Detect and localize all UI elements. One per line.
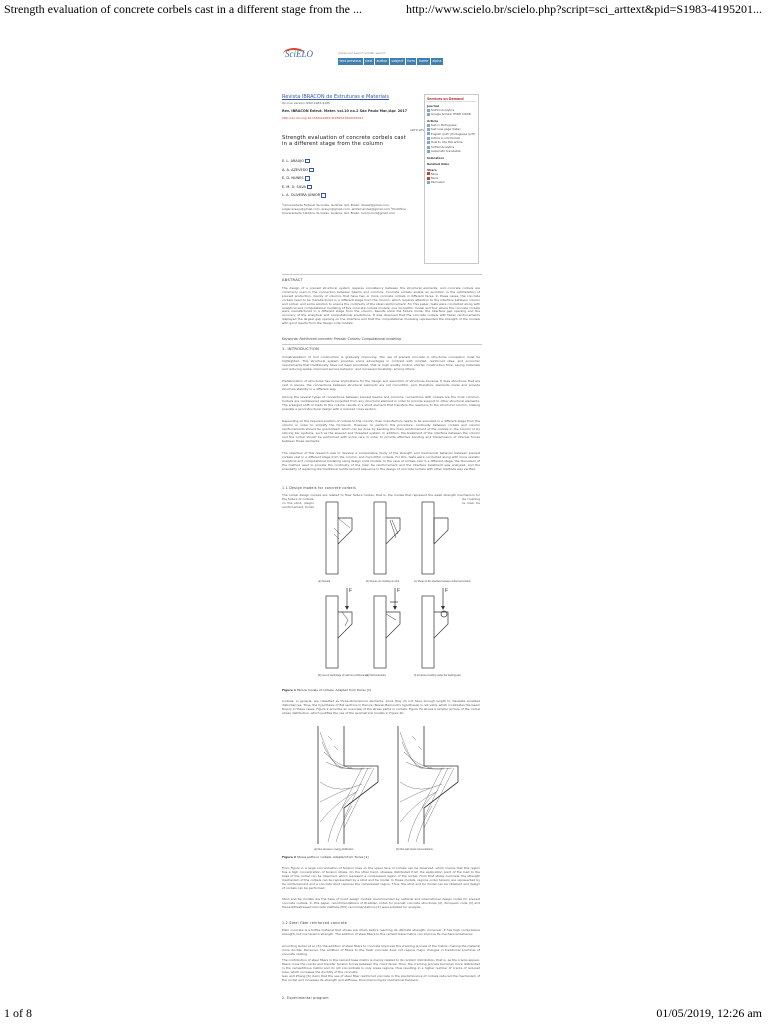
sidebar-item-label: SciELO Analytics	[431, 144, 455, 149]
author-name: A. A. AZEVEDO	[282, 167, 309, 172]
abstract-heading: ABSTRACT	[282, 278, 304, 282]
figure-1-caption	[282, 688, 371, 692]
fig1-load-label: F	[397, 588, 401, 594]
sidebar-item-label: English (pdf) | Portuguese (pdf)	[431, 131, 475, 136]
sidebar-item[interactable]	[427, 180, 476, 184]
body-paragraph: Strut and tie models are the base of most design models recommended by national and international design codes for precast concrete corbels. In this paper, recommendations of Brazilian codes for precast concrete structures [2], European code [3] and Precast/Prestressed Concrete Institute (PCI) recommendations [4] were adopted for analysis.	[282, 897, 480, 909]
nav-button-text-previous[interactable]: text previous	[339, 59, 362, 63]
online-version: On-line version ISSN 1983-4195	[282, 101, 330, 105]
subsection-paragraph: The corbel design models are related to their failure modes, that is, the modes that represent the weak strength mechanism for the failure of corbels. The failure mechanisms of corbels can be divided in six types of failure: flexural, bending, concrete crushing on the strut, diagonal splitting, shear at the interface between the corbel and the column, and anchorage of the main tie reinforcement, horizontal load, and concrete crushing under the bearing pad. Figure 1 illustrates these mechanisms.	[282, 493, 480, 509]
intro-paragraph: The objective of this research was to develop a comparative study of the strength and mechanical behavior between precast corbels cast in a different stage from the column, and monolithic corbels. For this, tests were conducted along with more realistic analytical and computational modeling using design code models. In the case of corbels cast in a different stage, the discussion of the method used to provide the continuity of the main tie reinforcement and the interface treatment was analyzed, and the possibility of replacing the traditional reinforcement sequence in the design of concrete corbels with other methods was verified.	[282, 451, 480, 471]
intro-paragraph: Among the several types of connections between precast beams and columns, connections with corbels are the most common. Corbels are cantilevered elements projected from any structural element in order to provide support to other structural elements. The enlarged shift of loads to the column results in a short element that transfers the reactions to the structural column, making possible a good structural design with a reduced cross section.	[282, 395, 480, 411]
body-paragraph: Gao and Zhang [6] claim that the use of steel fiber reinforced concrete in the predominance of corbels reduced the mechanism of the corbel and increases its strength and stiffness, thus improving its mechanical behavior.	[282, 974, 480, 982]
fig2-label: (a) Flux stresses / energy distribution	[314, 848, 354, 851]
fig1-load-label: F	[349, 588, 353, 594]
browser-header	[0, 0, 768, 16]
mail-icon[interactable]	[305, 159, 310, 163]
link-icon	[427, 124, 430, 127]
sidebar-item-label: text in Portuguese	[431, 122, 457, 127]
sidebar-heading: Services on Demand	[427, 97, 476, 102]
sidebar-item-label: More	[431, 171, 438, 176]
nav-button-alpha[interactable]: alpha	[432, 59, 442, 63]
body-paragraph: According Gohar et al. [5], the addition of steel fibers to concrete improves the cracking process of the matrix, making the material more ductile. Moreover, the addition of fibers to the fresh concrete does not require major changes in traditional practices of concrete casting.	[282, 944, 480, 956]
logo-text: SciELO	[285, 49, 313, 59]
author-list	[282, 157, 326, 200]
sidebar-item[interactable]	[427, 112, 476, 116]
body-paragraph: Corbels, in general, are classified as three-dimensional elements, since they do not have enough length to dissipate localized disturbances. Thus, the hypothesis of flat sections in flexure (Navier-Bernoulli's hypothesis) is not valid, which invalidates the beam theory in these cases. Figure 2 provides an overview of the stress paths in corbels. Figure 2a shows a simpler picture of the corbel stress distribution, which justifies the use of the geometrical models in Figure 2b.	[282, 699, 480, 715]
body-paragraph: The contribution of steel fibers in the cement base matrix is mainly related to its random distribution, that is, as the cracks appear, fibers cross the cracks and transfer tension forces between the crack faces. Thus, the cracking process becomes more distributed in the cementitious matrix and do not concentrate in only areas regions, thus resulting in a higher number of cracks of reduced area, which increases the ductility of the concrete.	[282, 958, 480, 974]
scielo-logo[interactable]	[283, 48, 313, 62]
fig1-label: (f) Concrete crushing under the bearing pad	[414, 674, 461, 677]
sidebar-section-title: Share	[427, 167, 437, 172]
caption-label: Figure 2	[282, 855, 297, 859]
doi-link[interactable]: http://dx.doi.org/10.1590/s1983-41952017000200011	[282, 116, 364, 120]
mail-icon[interactable]	[305, 176, 310, 180]
journal-title[interactable]: Revista IBRACON de Estruturas e Materiais	[282, 94, 389, 100]
article-class: ARTICLES	[410, 128, 425, 132]
link-icon	[427, 146, 430, 149]
mail-icon[interactable]	[307, 185, 312, 189]
fig1-label: (c) Shear on the interface between corbel and column	[414, 580, 471, 583]
sidebar-item-label: Google Scholar H5M5 (2018)	[431, 112, 472, 117]
article-title: Strength evaluation of concrete corbels cast in a different stage from the column	[282, 135, 406, 148]
page-title: Strength evaluation of concrete corbels cast in a different stage from the ...	[4, 2, 362, 16]
author-item	[282, 174, 326, 183]
nav-button-author[interactable]: author	[376, 59, 388, 63]
link-icon	[427, 137, 430, 140]
sidebar-item-label: Permalink	[431, 180, 445, 185]
figure-2-stress-paths[interactable]	[304, 722, 474, 852]
link-icon	[427, 172, 430, 175]
link-icon	[427, 177, 430, 180]
fig2-label: (b) Flux path stress concentrations	[396, 848, 433, 851]
intro-heading: 1. INTRODUCTION	[282, 347, 320, 351]
body-paragraph: From Figure 2, a large concentration of tension lines on the upper face of corbels can be observed, which means that this region has a high concentration of tension stress. On the other hand, stresses distributed from the application point of the load to the base of the corbel can be observed, which represent a compressed region of the corbel. From that stress overview, the strength mechanism of the corbels can be represented by a strut and tie model. In these models, regions under tension are represented by tie reinforcement and a concrete strut replaces the compressed region. Thus, the strut and tie model can be obtained and design of corbels can be performed.	[282, 866, 480, 890]
services-sidebar	[424, 94, 479, 264]
author-name: E. D. NUNES	[282, 176, 304, 181]
link-icon	[427, 132, 430, 135]
sidebar-section-title: Related links	[427, 161, 450, 166]
nav-button-subject[interactable]: subject	[391, 59, 404, 63]
nav-button-form[interactable]: form	[407, 59, 415, 63]
mail-icon[interactable]	[309, 168, 314, 172]
sidebar-item-label: text new page (beta)	[431, 127, 461, 132]
link-icon	[427, 128, 430, 131]
intro-paragraph: Depending on the required position of corbels to the column, their manufacture needs to be executed in a different stage from the column in order to simplify the formwork. However, to perform this procedure, continuity between corbels and column reinforcements should be guaranteed, which can be done by bending the main reinforcement of the corbels in the column or by splicing bar systems, such as the sleeved and threaded system. In addition, the treatment of the interface between the column and the corbel should be performed with some care in order to provide effective bonding and transmission of internal forces between these elements.	[282, 419, 480, 443]
subsection-heading: 1.2 Steel fiber reinforced concrete	[282, 921, 348, 925]
body-paragraph: Plain concrete is a brittle material that shows low strain before reaching its ultimate strength; moreover, it has high compressive strength, but low tension strength. The addition of steel fibers to the cement base matrix can improve its mechanical behavior.	[282, 928, 480, 936]
sidebar-item-label: How to cite this article	[431, 140, 463, 145]
nav-button-home[interactable]: home	[418, 59, 429, 63]
intro-paragraph: Prefabrication of structures has some implications for the design and execution of structures because it does structures that are cast in pieces, the connections between structural elements are not monolithic, and, therefore, elements made and provide structure stability in a different way.	[282, 379, 480, 391]
intro-paragraph: Industrialization of civil construction is gradually improving. The use of precast concrete in structures conception must be highlighted. This structural system provides some advantages in contrast with molded, reinforced sites, and economic requirements that traditionally have not been prioritized, that is: high quality control, shorter construction time, saving materials and reducing waste, improved service behavior, and increased durability, among others.	[282, 355, 480, 371]
article-page	[280, 40, 488, 988]
nav-bar	[338, 58, 443, 65]
link-icon	[427, 181, 430, 184]
fig1-label: (e) Horizontal load	[366, 674, 386, 677]
affiliations: ¹Universidade Federal de Goiás, Goiânia, GO, Brasil. daniel@gmail.com, edgar.araujo@gmail.com, araujo@gmail.com, emfernandes@gmail.com ²Pontifícia Universidade Católica de Goiás, Goiânia, GO, Brasil. luciojr.civil@gmail.com	[282, 203, 406, 216]
author-item	[282, 157, 326, 166]
fig1-load-label: F	[445, 588, 449, 594]
figure-2-caption	[282, 855, 369, 859]
mail-icon[interactable]	[321, 193, 326, 197]
fig1-label: (a) Flexural	[318, 580, 331, 583]
search-links[interactable]: advanced search similar search	[338, 51, 386, 55]
nav-button-next[interactable]: next	[365, 59, 373, 63]
print-datetime: 01/05/2019, 12:26 am	[656, 1006, 762, 1020]
author-name: L. A. OLIVEIRA JÚNIOR	[282, 193, 321, 198]
sidebar-item-label: More	[431, 176, 438, 181]
subsection-heading: 1.1 Design models for concrete corbels	[282, 486, 356, 490]
author-name: E. L. ARAUJO	[282, 159, 305, 163]
caption-text: Failure modes of corbels. Adapted from Torres [1]	[296, 688, 372, 692]
author-item	[282, 166, 326, 175]
fig1-label: (d) Loss of anchorage of main tie reinforcement	[318, 674, 369, 677]
divider	[282, 344, 482, 345]
abstract-text: The design of a precast structural system requires consistency between the structural elements, and concrete corbels are commonly used in the connection between beams and columns. Concrete corbels enable an evolution in the optimization of precast production, mainly of columns that have two or more concrete corbels in different faces. In these cases, the concrete corbels need to be manufactured in a different stage from the column, which requires attention to the interface between column and corbel, and some solution to ensure the continuity of the steel reinforcement. For this paper, tests were conducted along with analytical and computational modeling of five concrete corbels models: one monolithic model and four where the concrete corbels were manufactured in a different stage from the column. Results show the failure mode, the interface gap opening and the accuracy of the analytical and computational predictions. It was observed that the concrete corbels with fewer reinforcements displayed the largest gap opening on the interface and that the computational modeling represented the strength of the models with good results from the design code models.	[282, 286, 480, 326]
figure-1-failure-modes[interactable]	[314, 498, 471, 680]
author-name: E. M. O. SILVA	[282, 184, 306, 189]
author-item	[282, 183, 326, 192]
link-icon	[427, 113, 430, 116]
sidebar-item-label: Automatic translation	[431, 149, 462, 154]
browser-footer	[0, 1008, 768, 1024]
author-item	[282, 191, 326, 200]
section-heading: 2. Experimental program	[282, 996, 329, 1000]
keywords: Keywords: Reinforced concrete; Precast; Corbels; Computational modeling	[282, 337, 402, 341]
link-icon	[427, 109, 430, 112]
fig1-label: (b) Flexure on crushing on strut	[366, 580, 400, 583]
sidebar-section-title: Journal	[427, 104, 439, 108]
page-counter: 1 of 8	[4, 1006, 32, 1020]
link-icon	[427, 150, 430, 153]
sidebar-section-title: Article	[427, 118, 439, 123]
sidebar-item-label: SciELO Analytics	[431, 108, 455, 112]
caption-text: Stress paths in corbels. Adapted from Torres [1]	[296, 855, 369, 859]
caption-label: Figure 1	[282, 688, 297, 692]
sidebar-section-title: Indicators	[427, 155, 444, 160]
page-url[interactable]: http://www.scielo.br/scielo.php?script=sci_arttext&pid=S1983-4195201...	[405, 2, 762, 16]
divider	[282, 274, 482, 275]
sidebar-item[interactable]	[427, 149, 476, 153]
link-icon	[427, 141, 430, 144]
sidebar-item-label: Article in xml format	[431, 136, 460, 141]
citation-line: Rev. IBRACON Estrut. Mater. vol.10 no.2 São Paulo Mar./Apr. 2017	[282, 109, 408, 113]
